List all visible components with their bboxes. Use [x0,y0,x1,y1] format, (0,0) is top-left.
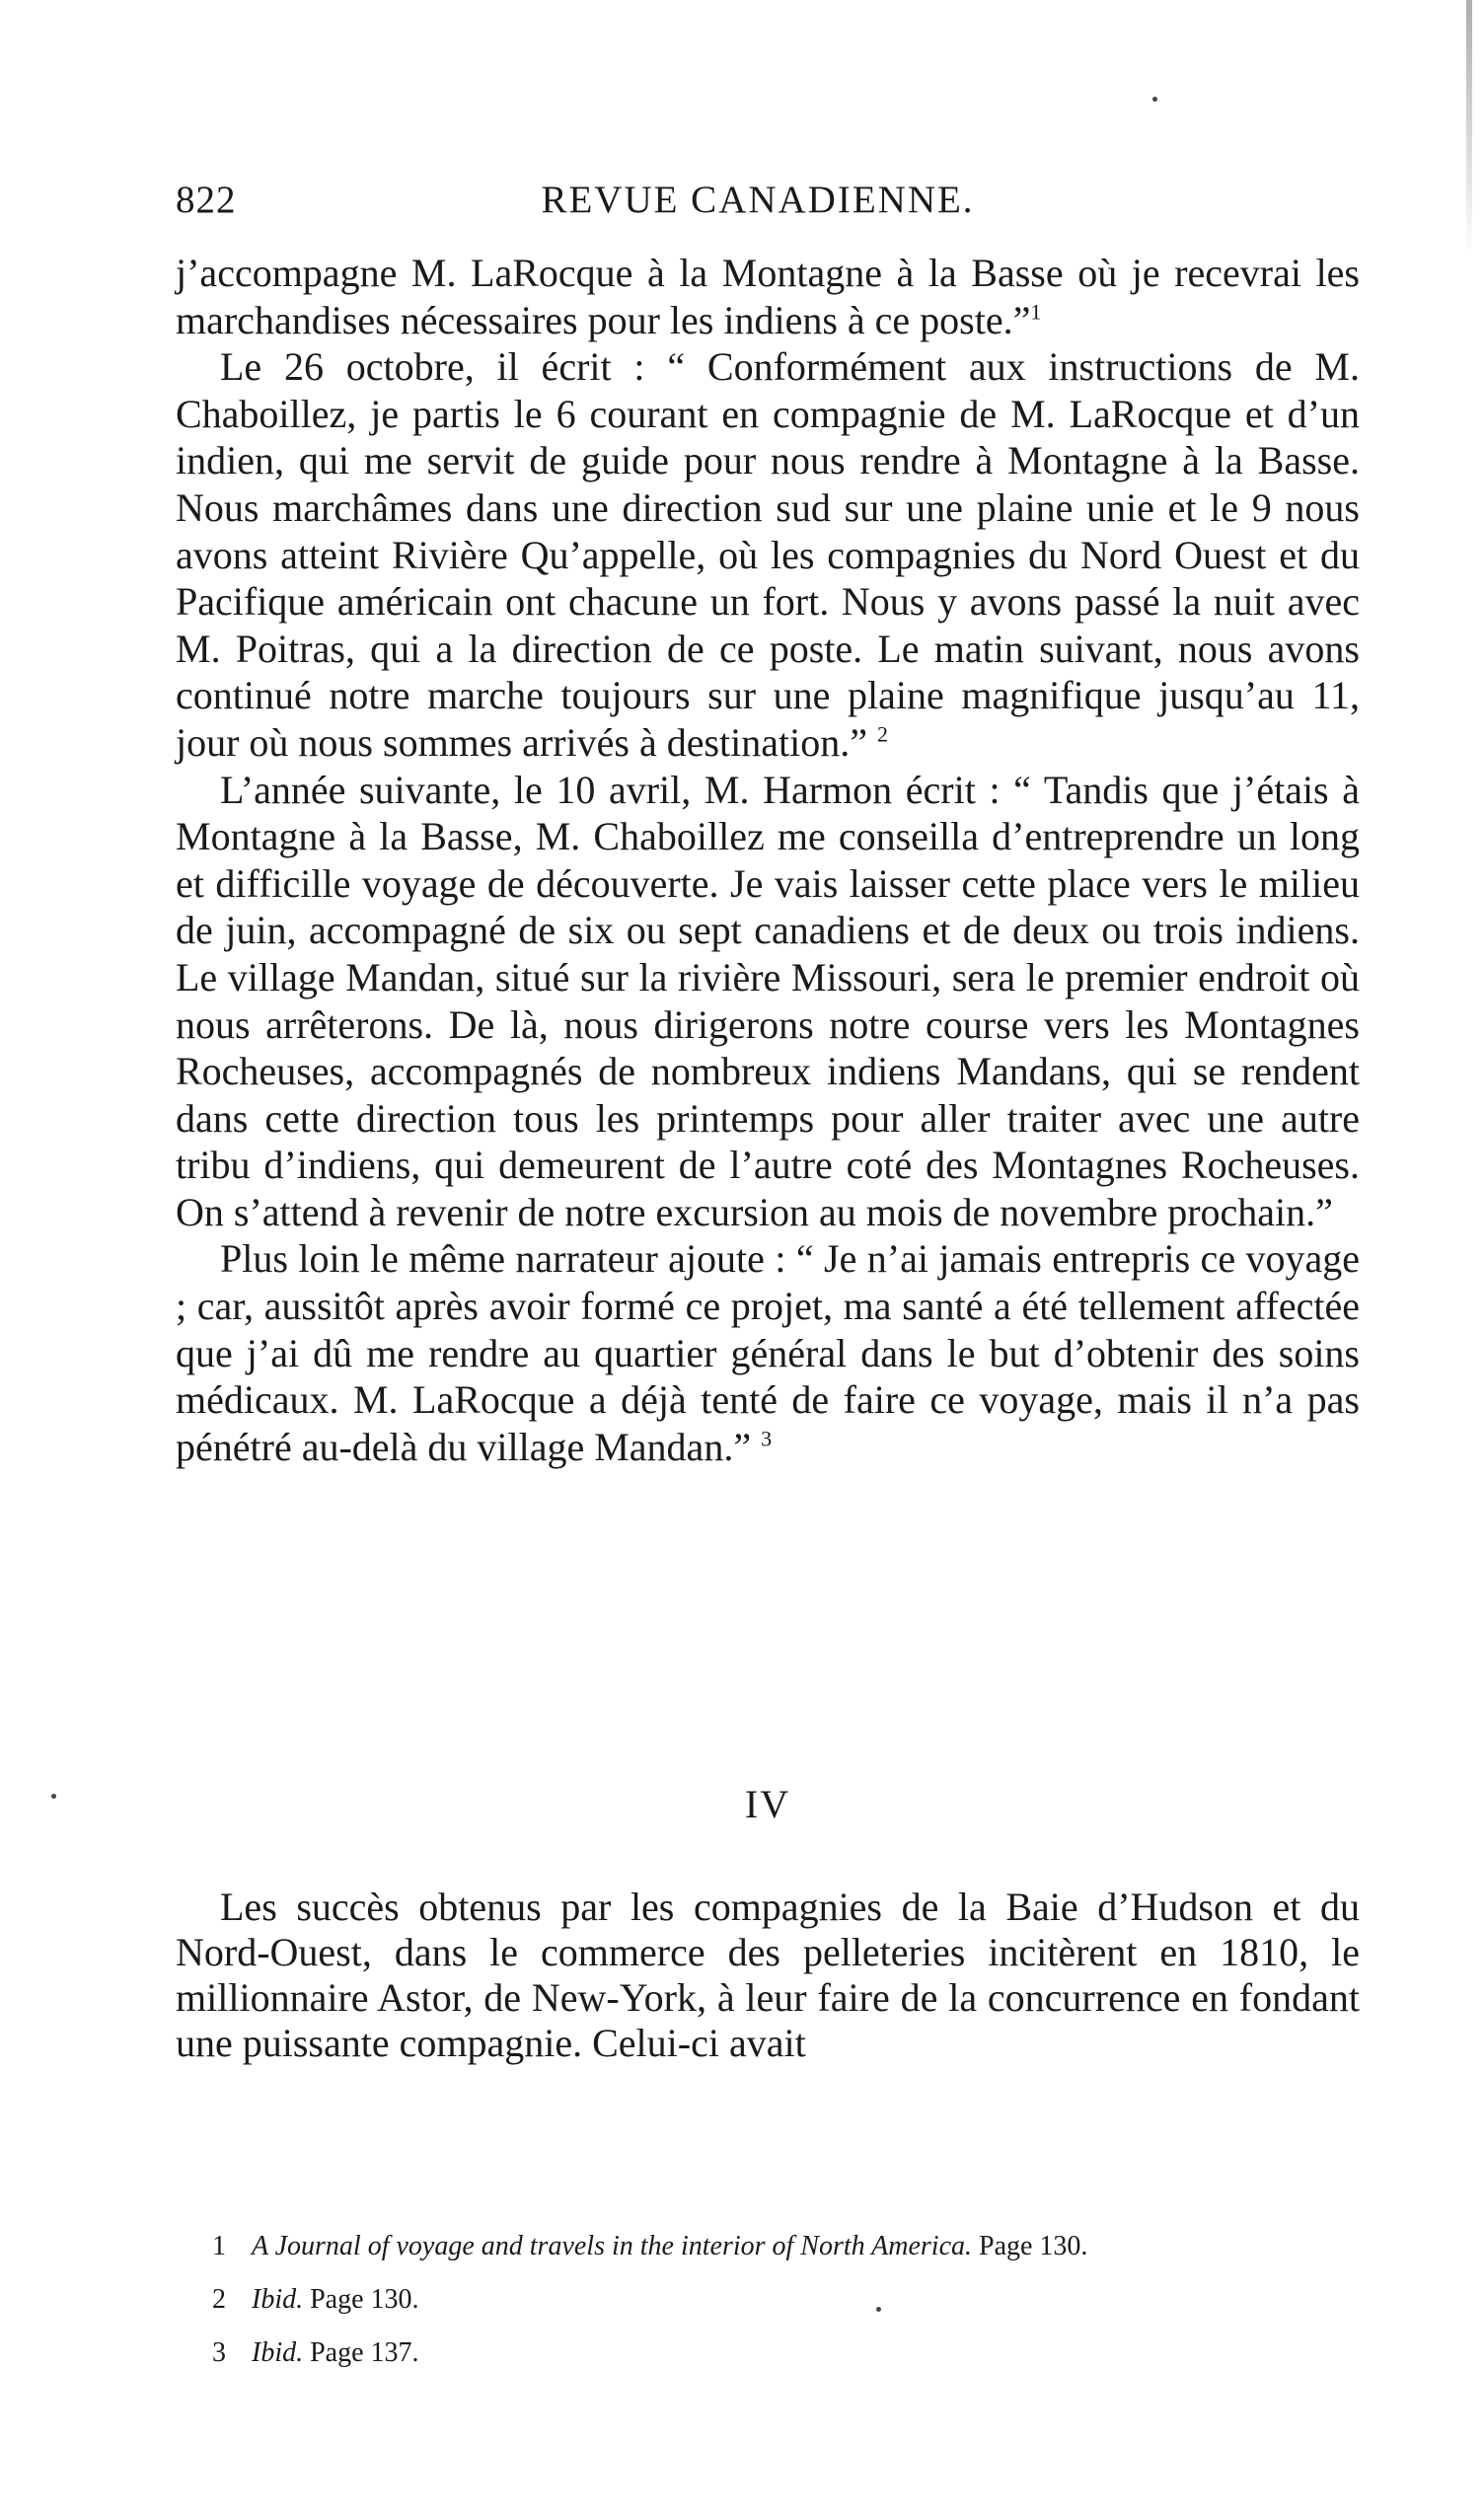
paragraph-text: L’année suivante, le 10 avril, M. Harmon écrit : “ Tandis que j’étais à Montagne à la Basse, M. Chaboillez me conseilla d’entreprendre un long et difficille voyage de découverte. Je vais laisser cette place vers le milieu de juin, accompagné de six ou sept canadiens et de deux ou trois indiens. Le village Mandan, situé sur la rivière Missouri, sera le premier endroit où nous arrêterons. De là, nous dirigerons notre course vers les Montagnes Rocheuses, accompagnés de nombreux indiens Mandans, qui se rendent dans cette direction tous les printemps pour aller traiter avec une autre tribu d’indiens, qui demeurent de l’autre coté des Montagnes Rocheuses. On s’attend à revenir de notre excursion au mois de novembre prochain.” [176,767,1360,1234]
running-title: REVUE CANADIENNE. [541,179,975,221]
footnote-page: Page 130. [979,2231,1088,2261]
footnote-title: Ibid. [252,2284,304,2315]
footnote-number: 3 [212,2337,226,2368]
paragraph [176,343,1360,766]
footnote-number: 1 [212,2231,226,2261]
footnote [212,2273,1357,2327]
paragraph-text: Plus loin le même narrateur ajoute : “ Je n’ai jamais entrepris ce voyage ; car, aussitôt après avoir formé ce projet, ma santé a été tellement affectée que j’ai dû me rendre au quartier général dans le but d’obtenir des soins médicaux. M. LaRocque a déjà tenté de faire ce voyage, mais il n’a pas pénétré au-delà du village Mandan.” [176,1236,1360,1469]
footnote-page: Page 137. [310,2337,419,2368]
body-text [176,250,1360,1470]
footnote-marker: 1 [1030,299,1042,325]
footnote-title: Ibid. [252,2337,304,2368]
paragraph-text: Le 26 octobre, il écrit : “ Conformément aux instructions de M. Chaboillez, je partis le 6 courant en compagnie de M. LaRocque et d’un indien, qui me servit de guide pour nous rendre à Montagne à la Basse. Nous marchâmes dans une direction sud sur une plaine unie et le 9 nous avons atteint Rivière Qu’appelle, où les compagnies du Nord Ouest et du Pacifique américain ont chacune un fort. Nous y avons passé la nuit avec M. Poitras, qui a la direction de ce poste. Le matin suivant, nous avons continué notre marche toujours sur une plaine magnifique jusqu’au 11, jour où nous sommes arrivés à destination.” [176,344,1360,765]
footnote-marker: 3 [761,1426,773,1451]
page-number: 822 [176,179,237,221]
paragraph [176,1235,1360,1470]
paragraph [176,250,1360,343]
paragraph [176,767,1360,1236]
footnotes [212,2220,1357,2380]
print-speck [1152,97,1157,102]
footnote [212,2327,1357,2380]
footnote-number: 2 [212,2284,226,2315]
page-header [176,178,1340,237]
footnote-marker: 2 [876,721,888,747]
paragraph [176,1885,1360,2066]
paragraph-text: Les succès obtenus par les compagnies de la Baie d’Hudson et du Nord-Ouest, dans le commerce des pelleteries incitèrent en 1810, le millionnaire Astor, de New-York, à leur faire de la concurrence en fondant une puissante compagnie. Celui-ci avait [176,1885,1360,2065]
footnote-title: A Journal of voyage and travels in the interior of North America. [252,2231,972,2261]
section-heading: IV [744,1782,791,1826]
footnote-page: Page 130. [310,2284,419,2315]
print-speck [51,1794,56,1799]
page-edge-shadow [1466,0,1472,257]
print-speck [876,2307,881,2312]
footnote [212,2220,1357,2273]
section-body [176,1885,1360,2066]
paragraph-text: j’accompagne M. LaRocque à la Montagne à la Basse où je recevrai les marchandises nécessaires pour les indiens à ce poste.” [176,251,1360,342]
